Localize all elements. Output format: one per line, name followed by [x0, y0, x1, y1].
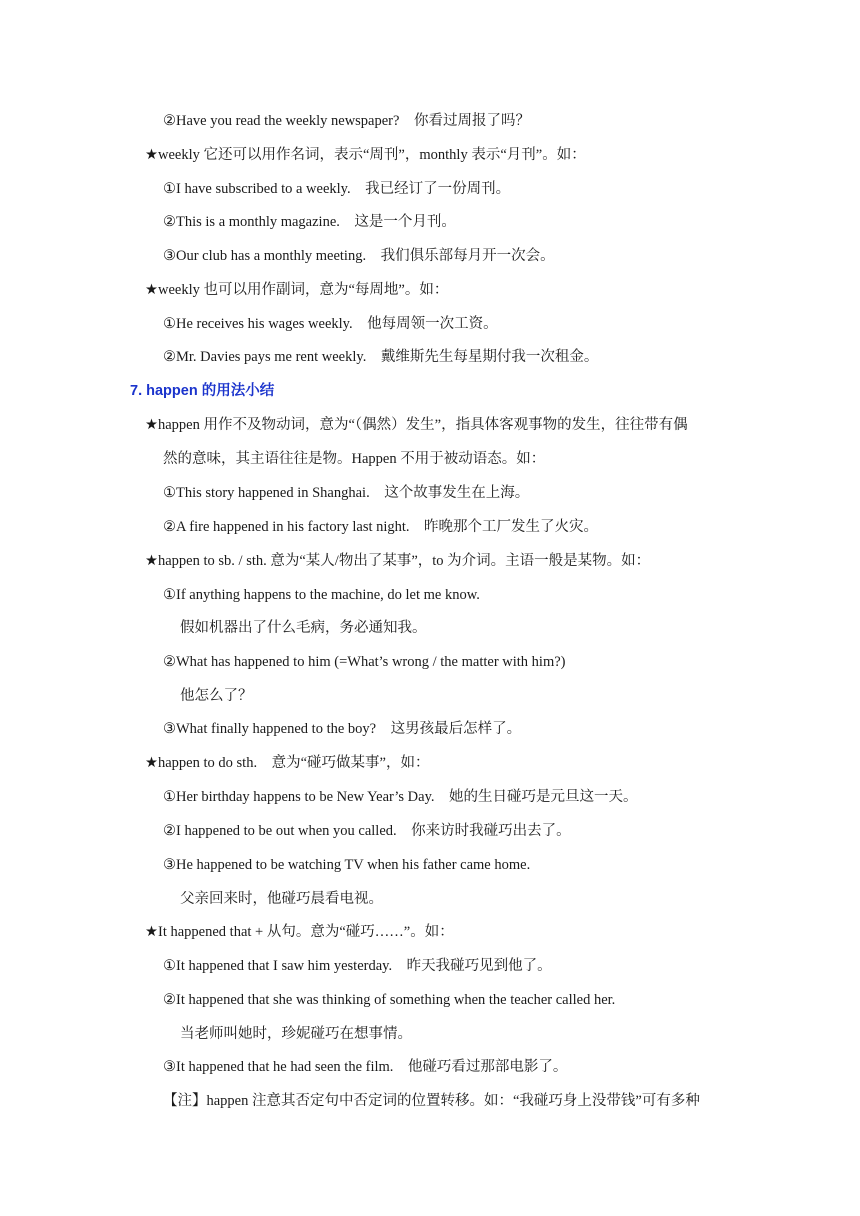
example-line: ③He happened to be watching TV when his father came home.: [163, 857, 531, 873]
translation-line: 父亲回来时，他碰巧晨看电视。: [180, 891, 383, 907]
rule-line: ★weekly 它还可以用作名词，表示“周刊”，monthly 表示“月刊”。如：: [145, 147, 586, 163]
example-line: ①It happened that I saw him yesterday. 昨天我碰巧见到他了。: [163, 958, 552, 974]
example-line: ②Have you read the weekly newspaper? 你看过周报了吗？: [163, 113, 530, 129]
example-line: ②It happened that she was thinking of something when the teacher called her.: [163, 992, 616, 1008]
rule-line: ★happen to sb. / sth. 意为“某人/物出了某事”，to 为介词。主语一般是某物。如：: [145, 553, 651, 569]
example-line: ①This story happened in Shanghai. 这个故事发生在上海。: [163, 485, 530, 501]
example-line: ①I have subscribed to a weekly. 我已经订了一份周刊。: [163, 181, 511, 197]
example-line: ①He receives his wages weekly. 他每周领一次工资。: [163, 316, 498, 332]
rule-line: ★weekly 也可以用作副词，意为“每周地”。如：: [145, 282, 449, 298]
translation-line: 当老师叫她时，珍妮碰巧在想事情。: [180, 1026, 412, 1042]
example-line: ③It happened that he had seen the film. 他碰巧看过那部电影了。: [163, 1059, 568, 1075]
example-line: ②I happened to be out when you called. 你来访时我碰巧出去了。: [163, 823, 571, 839]
rule-line: ★happen to do sth. 意为“碰巧做某事”，如：: [145, 755, 430, 771]
example-line: ①If anything happens to the machine, do let me know.: [163, 587, 480, 603]
example-line: ②What has happened to him (=What’s wrong / the matter with him?): [163, 654, 566, 670]
rule-line: ★happen 用作不及物动词，意为“（偶然）发生”，指具体客观事物的发生，往往带有偶: [145, 417, 688, 433]
rule-line: ★It happened that + 从句。意为“碰巧……”。如：: [145, 924, 454, 940]
section-heading: 7. happen 的用法小结: [130, 383, 275, 399]
rule-continuation: 然的意味，其主语往往是物。Happen 不用于被动语态。如：: [163, 451, 546, 467]
example-line: ③Our club has a monthly meeting. 我们俱乐部每月开一次会。: [163, 248, 555, 264]
example-line: ②A fire happened in his factory last night. 昨晚那个工厂发生了火灾。: [163, 519, 599, 535]
example-line: ③What finally happened to the boy? 这男孩最后怎样了。: [163, 721, 522, 737]
note-line: 【注】happen 注意其否定句中否定词的位置转移。如：“我碰巧身上没带钱”可有多种: [163, 1093, 700, 1109]
example-line: ②Mr. Davies pays me rent weekly. 戴维斯先生每星期付我一次租金。: [163, 349, 599, 365]
translation-line: 他怎么了？: [180, 688, 253, 704]
example-line: ①Her birthday happens to be New Year’s Day. 她的生日碰巧是元旦这一天。: [163, 789, 638, 805]
example-line: ②This is a monthly magazine. 这是一个月刊。: [163, 214, 456, 230]
translation-line: 假如机器出了什么毛病，务必通知我。: [180, 620, 427, 636]
